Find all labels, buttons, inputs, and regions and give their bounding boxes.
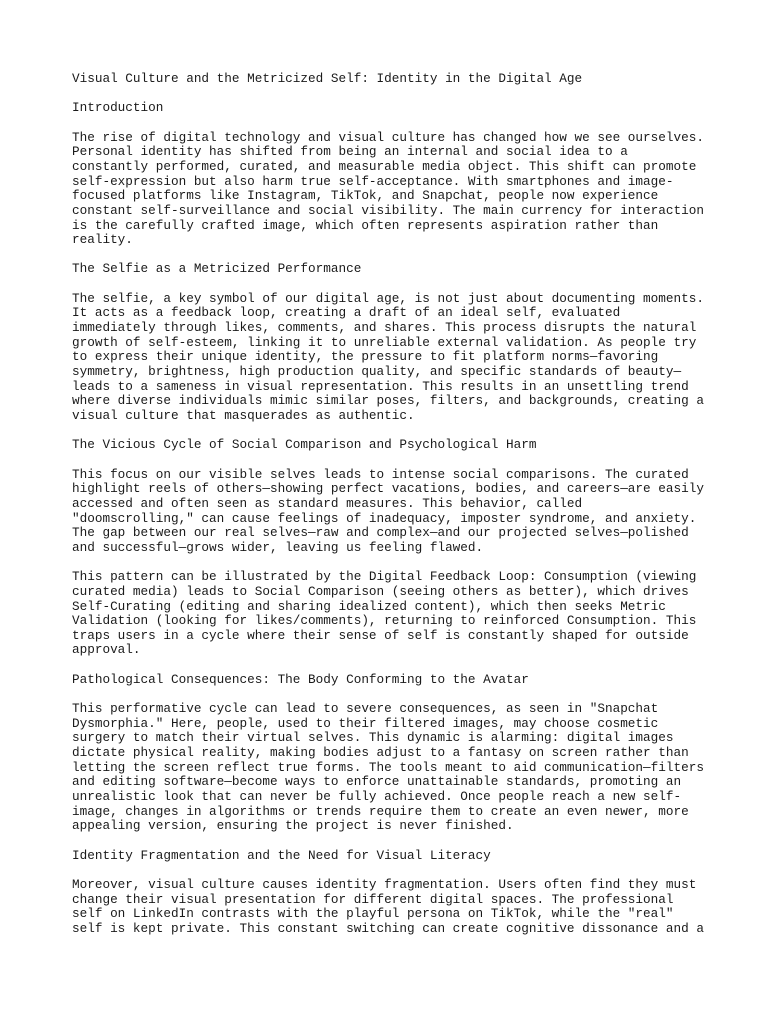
paragraph xyxy=(72,468,712,556)
section-heading: Introduction xyxy=(72,100,164,116)
paragraph-line: accessed and often seen as standard measures. This behavior, called xyxy=(72,495,583,511)
paragraph-line: This pattern can be illustrated by the Digital Feedback Loop: Consumption (viewing xyxy=(72,569,697,585)
paragraph xyxy=(72,292,712,424)
paragraph-line: constant self-surveillance and social visibility. The main currency for interaction xyxy=(72,202,704,218)
paragraph-line: This focus on our visible selves leads to intense social comparisons. The curated xyxy=(72,466,689,482)
spacer xyxy=(72,248,712,263)
paragraph-line: traps users in a cycle where their sense of self is constantly shaped for outside xyxy=(72,627,689,643)
spacer xyxy=(72,277,712,292)
paragraph-line: Self-Curating (editing and sharing idealized content), which then seeks Metric xyxy=(72,598,666,614)
spacer xyxy=(72,687,712,702)
paragraph xyxy=(72,570,712,658)
paragraph-line: constantly performed, curated, and measurable media object. This shift can promote xyxy=(72,158,697,174)
paragraph-line: and successful—grows wider, leaving us feeling flawed. xyxy=(72,539,484,555)
paragraph-line: visual culture that masquerades as authentic. xyxy=(72,408,415,424)
paragraph-line: dictate physical reality, making bodies adjust to a fantasy on screen rather than xyxy=(72,745,689,761)
paragraph-line: curated media) leads to Social Comparison (seeing others as better), which drives xyxy=(72,583,689,599)
paragraph-line: The selfie, a key symbol of our digital age, is not just about documenting moments. xyxy=(72,290,704,306)
paragraph-line: Personal identity has shifted from being an internal and social idea to a xyxy=(72,144,628,160)
document-title: Visual Culture and the Metricized Self: Identity in the Digital Age xyxy=(72,71,583,86)
paragraph-line: to express their unique identity, the pressure to fit platform norms—favoring xyxy=(72,349,659,365)
paragraph-line: unrealistic look that can never be fully achieved. Once people reach a new self- xyxy=(72,789,682,805)
spacer xyxy=(72,87,712,102)
spacer xyxy=(72,116,712,131)
paragraph-line: growth of self-esteem, linking it to unreliable external validation. As people try xyxy=(72,334,697,350)
paragraph-line: is the carefully crafted image, which often represents aspiration rather than xyxy=(72,217,659,233)
paragraph-line: It acts as a feedback loop, creating a draft of an ideal self, evaluated xyxy=(72,305,621,321)
paragraph-line: approval. xyxy=(72,642,141,658)
spacer xyxy=(72,556,712,571)
spacer xyxy=(72,863,712,878)
spacer xyxy=(72,834,712,849)
paragraph-line: and editing software—become ways to enforce unattainable standards, promoting an xyxy=(72,774,682,790)
paragraph-line: Dysmorphia." Here, people, used to their filtered images, may choose cosmetic xyxy=(72,715,659,731)
paragraph-line: change their visual presentation for different digital spaces. The professional xyxy=(72,891,674,907)
spacer xyxy=(72,937,712,952)
paragraph-line: self on LinkedIn contrasts with the playful persona on TikTok, while the "real" xyxy=(72,906,674,922)
paragraph-line: immediately through likes, comments, and shares. This process disrupts the natural xyxy=(72,320,697,336)
paragraph-line: "doomscrolling," can cause feelings of inadequacy, imposter syndrome, and anxiety. xyxy=(72,510,697,526)
paragraph-line: self is kept private. This constant switching can create cognitive dissonance and a xyxy=(72,920,704,936)
paragraph-line: This performative cycle can lead to severe consequences, as seen in "Snapchat xyxy=(72,701,659,717)
spacer xyxy=(72,658,712,673)
document-body xyxy=(72,101,712,951)
section-heading: The Selfie as a Metricized Performance xyxy=(72,261,362,277)
paragraph xyxy=(72,878,712,937)
paragraph-line: Moreover, visual culture causes identity fragmentation. Users often find they must xyxy=(72,876,697,892)
paragraph-line: where diverse individuals mimic similar poses, filters, and backgrounds, creating a xyxy=(72,393,704,409)
section-heading: Pathological Consequences: The Body Conforming to the Avatar xyxy=(72,671,529,687)
paragraph-line: Validation (looking for likes/comments), returning to reinforced Consumption. This xyxy=(72,613,697,629)
paragraph-line: reality. xyxy=(72,232,133,248)
paragraph-line: The gap between our real selves—raw and complex—and our projected selves—polished xyxy=(72,525,689,541)
paragraph-line: symmetry, brightness, high production quality, and specific standards of beauty— xyxy=(72,364,682,380)
paragraph xyxy=(72,702,712,834)
paragraph-line: surgery to match their virtual selves. This dynamic is alarming: digital images xyxy=(72,730,674,746)
spacer xyxy=(72,453,712,468)
paragraph-line: self-expression but also harm true self-acceptance. With smartphones and image- xyxy=(72,173,674,189)
section-heading: The Vicious Cycle of Social Comparison and Psychological Harm xyxy=(72,437,537,453)
paragraph-line: image, changes in algorithms or trends require them to create an even newer, more xyxy=(72,803,689,819)
spacer xyxy=(72,424,712,439)
paragraph-line: The rise of digital technology and visual culture has changed how we see ourselves. xyxy=(72,129,704,145)
paragraph-line: highlight reels of others—showing perfect vacations, bodies, and careers—are easily xyxy=(72,481,704,497)
paragraph-line: focused platforms like Instagram, TikTok, and Snapchat, people now experience xyxy=(72,188,659,204)
paragraph-line: appealing version, ensuring the project is never finished. xyxy=(72,818,514,834)
paragraph xyxy=(72,131,712,248)
section-heading: Identity Fragmentation and the Need for Visual Literacy xyxy=(72,847,491,863)
paragraph-line: leads to a sameness in visual representation. This results in an unsettling trend xyxy=(72,378,689,394)
paragraph-line: letting the screen reflect true forms. The tools meant to aid communication—filters xyxy=(72,759,704,775)
document-page xyxy=(72,72,712,951)
